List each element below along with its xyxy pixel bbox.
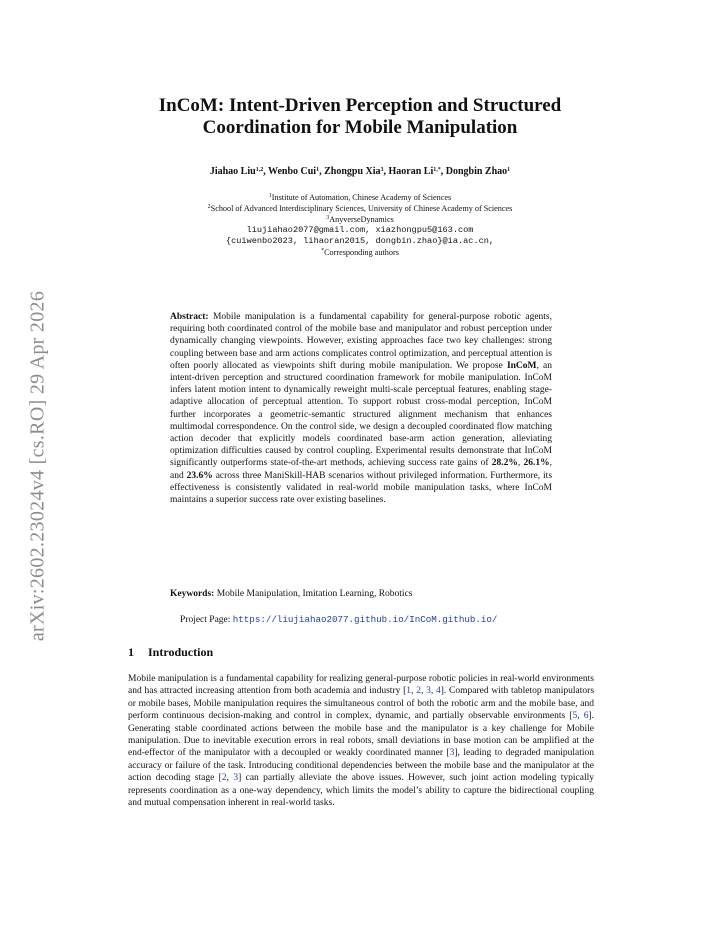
author: Jiahao Liu — [209, 166, 256, 177]
affiliation-text: School of Advanced Interdisciplinary Sciences, University of Chinese Academy of Sciences — [210, 204, 513, 213]
abstract-text: , an intent-driven perception and structured coordination framework for mobile manipulation. InCoM infers latent motion intent to dynamically reweight multi-scale perceptual features, enabling stage-adaptive allocation of perceptual attention. To support robust cross-modal perception, InCoM further incorporates a geometric-semantic structured alignment mechanism that enhances multimodal correspondence. On the control side, we design a decoupled coordinated flow matching action decoder that explicitly models coordinated base-arm action generation, alleviating optimization difficulties caused by control coupling. Experimental results demonstrate that InCoM significantly outperforms state-of-the-art methods, achieving success rate gains of — [170, 360, 553, 469]
affiliation-text: Institute of Automation, Chinese Academy of Sciences — [271, 193, 452, 202]
body-text: ] can partially alleviate the above issues. However, such joint action modeling typically represents coordination as a one-way dependency, which limits the model’s ability to capture the bidirectional coupling and mutual compensation inherent in real-world tasks. — [128, 773, 595, 809]
project-page — [180, 614, 560, 626]
author: Haoran Li — [388, 166, 434, 177]
method-name: InCoM — [506, 360, 537, 371]
body-text: , — [577, 711, 584, 722]
citation-link[interactable]: 6 — [583, 711, 589, 722]
author-superscript: 3 — [380, 167, 384, 173]
citation-link[interactable]: 1 — [406, 686, 412, 697]
body-text: ]. Generating stable coordinated actions between the mobile base and the manipulator is a key challenge for Mobile manipulation. Due to inevitable execution errors in real robots, small deviations in base motion can be amplified at the end-effector of the manipulator with a decoupled or weakly coordinated manner [ — [128, 711, 594, 759]
separator: , and — [170, 458, 553, 481]
title-line-1: InCoM: Intent-Driven Perception and Structured — [158, 95, 562, 116]
author: Zhongpu Xia — [324, 166, 381, 177]
email-line[interactable]: liujiahao2077@gmail.com, xiazhongpu5@163.com — [246, 225, 474, 235]
title-line-2: Coordination for Mobile Manipulation — [202, 117, 518, 138]
email-line[interactable]: {cuiwenbo2023, lihaoran2015, dongbin.zhao}@ia.ac.cn, — [225, 236, 495, 246]
section-title: Introduction — [148, 645, 214, 659]
keywords-text: Mobile Manipulation, Imitation Learning, Robotics — [216, 589, 413, 599]
abstract-label: Abstract: — [170, 312, 209, 322]
body-text: , — [226, 773, 234, 784]
keywords-label: Keywords: — [170, 589, 215, 599]
author: Wenbo Cui — [268, 166, 317, 177]
citation-link[interactable]: 3 — [233, 773, 239, 784]
body-text: Mobile manipulation is a fundamental capability for realizing general-purpose robotic policies in real-world environments and has attracted increasing attention from both academia and industry [ — [128, 674, 594, 697]
affiliation — [110, 214, 610, 225]
citation-link[interactable]: 3 — [449, 748, 455, 759]
corresponding-superscript: * — [321, 248, 325, 254]
affiliations — [110, 192, 610, 258]
author-superscript: 1 — [507, 167, 511, 173]
project-url-link[interactable]: https://liujiahao2077.github.io/InCoM.github.io/ — [232, 614, 498, 625]
gain-value: 28.2% — [491, 458, 518, 469]
body-text: , — [420, 686, 427, 697]
affiliation-text: AnyverseDynamics — [329, 215, 394, 224]
introduction-paragraph — [128, 673, 594, 809]
citation-link[interactable]: 4 — [436, 686, 441, 697]
citation-link[interactable]: 2 — [416, 686, 421, 697]
body-text: ]. Compared with tabletop manipulators or mobile bases, Mobile manipulation requires the simultaneous control of both the robotic arm and the mobile base, and perform continuous decision-making and control in complex, dynamic, and partially observable environments [ — [128, 686, 595, 722]
paper-title — [120, 95, 600, 139]
corresponding-note — [110, 247, 610, 258]
keywords — [170, 588, 552, 600]
arxiv-identifier: arXiv:2602.23024v4 [cs.RO] 29 Apr 2026 — [26, 290, 49, 642]
citation-link[interactable]: 5 — [572, 711, 578, 722]
author-superscript: 1,2 — [255, 167, 264, 173]
author-superscript: 1,* — [433, 167, 441, 173]
body-text: , — [430, 686, 436, 697]
section-heading — [128, 645, 213, 660]
affiliation-superscript: 3 — [326, 215, 330, 221]
project-label: Project Page: — [180, 615, 231, 625]
affiliation-superscript: 2 — [207, 204, 211, 210]
separator: , — [517, 458, 524, 469]
affiliation-superscript: 1 — [268, 193, 272, 199]
citation-link[interactable]: 2 — [221, 773, 227, 784]
corresponding-text: Corresponding authors — [324, 248, 399, 257]
abstract — [170, 311, 552, 506]
abstract-text: across three ManiSkill-HAB scenarios without privileged information. Furthermore, its effectiveness is consistently validated in real-world mobile manipulation tasks, where InCoM maintains a superior success rate over existing baselines. — [170, 470, 553, 506]
abstract-text: Mobile manipulation is a fundamental capability for general-purpose robotic agents, requiring both coordinated control of the mobile base and manipulator and robust perception under dynamically changing viewpoints. However, existing approaches face two key challenges: strong coupling between base and arm actions complicates control optimization, and perceptual attention is often poorly allocated as viewpoints shift during mobile manipulation. We propose — [170, 312, 553, 371]
gain-value: 23.6% — [186, 470, 213, 481]
citation-link[interactable]: 3 — [426, 686, 431, 697]
author-superscript: 1 — [316, 167, 320, 173]
affiliation — [110, 192, 610, 203]
affiliation — [110, 203, 610, 214]
author: Dongbin Zhao — [445, 166, 508, 177]
gain-value: 26.1% — [523, 458, 550, 469]
author-list: Jiahao Liu$^{1,2}$, Wenbo Cui$^1$, Zhongpu Xia$^3$, Haoran $Li^{1,*}$, Dongbin Zhao$^1$ — [209, 166, 511, 177]
body-text: , — [411, 686, 417, 697]
body-text: ], leading to degraded manipulation accuracy or failure of the task. Introducing conditional dependencies between the mobile base and the manipulator at the action decoding stage [ — [128, 748, 594, 784]
section-number: 1 — [128, 645, 134, 659]
